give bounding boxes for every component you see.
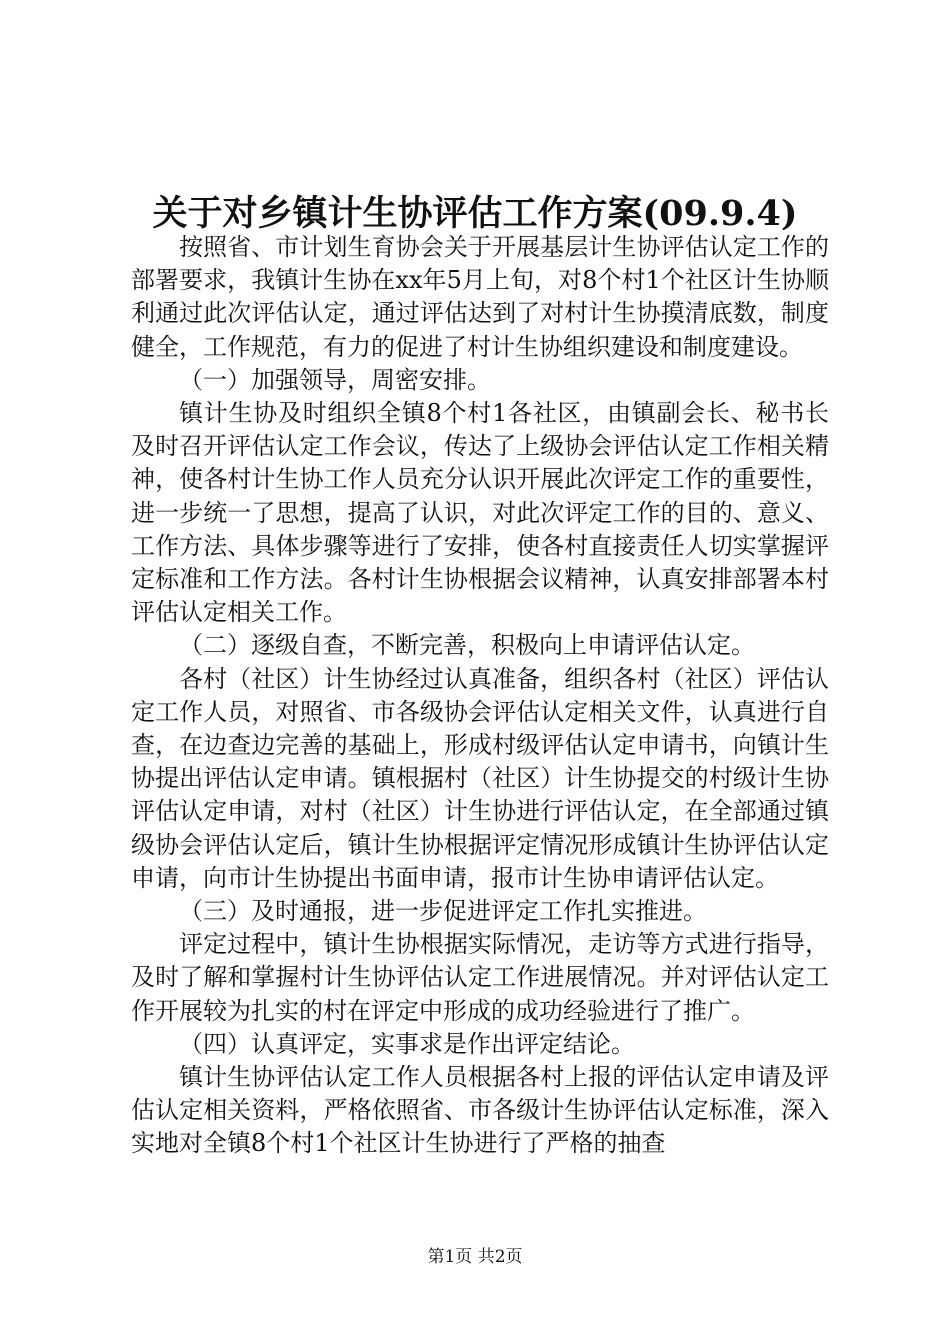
paragraph-section-2: 各村（社区）计生协经过认真准备，组织各村（社区）评估认定工作人员，对照省、市各级协会评估认定相关文件，认真进行自查，在边查边完善的基础上，形成村级评估认定申请书，向镇计生协提出评估认定申请。镇根据村（社区）计生协提交的村级计生协评估认定申请，对村（社区）计生协进行评估认定，在全部通过镇级协会评估认定后，镇计生协根据评定情况形成镇计生协评估认定申请，向市计生协提出书面申请，报市计生协申请评估认定。	[131, 664, 829, 892]
paragraph-intro: 按照省、市计划生育协会关于开展基层计生协评估认定工作的部署要求，我镇计生协在xx年5月上旬，对8个村1个社区计生协顺利通过此次评估认定，通过评估达到了对村计生协摸清底数，制度健全，工作规范，有力的促进了村计生协组织建设和制度建设。	[131, 233, 829, 361]
section-heading-3: （三）及时通报，进一步促进评定工作扎实推进。	[179, 897, 707, 926]
document-title: 关于对乡镇计生协评估工作方案(09.9.4)	[152, 193, 798, 234]
section-heading-4: （四）认真评定，实事求是作出评定结论。	[179, 1029, 635, 1058]
paragraph-section-4: 镇计生协评估认定工作人员根据各村上报的评估认定申请及评估认定相关资料，严格依照省、市各级计生协评估认定标准，深入实地对全镇8个村1个社区计生协进行了严格的抽查	[131, 1063, 829, 1158]
section-heading-2: （二）逐级自查，不断完善，积极向上申请评估认定。	[179, 631, 755, 660]
paragraph-section-3: 评定过程中，镇计生协根据实际情况，走访等方式进行指导，及时了解和掌握村计生协评估认定工作进展情况。并对评估认定工作开展较为扎实的村在评定中形成的成功经验进行了推广。	[131, 930, 829, 1025]
paragraph-section-1: 镇计生协及时组织全镇8个村1各社区，由镇副会长、秘书长及时召开评估认定工作会议，传达了上级协会评估认定工作相关精神，使各村计生协工作人员充分认识开展此次评定工作的重要性，进一步统一了思想，提高了认识，对此次评定工作的目的、意义、工作方法、具体步骤等进行了安排，使各村直接责任人切实掌握评定标准和工作方法。各村计生协根据会议精神，认真安排部署本村评估认定相关工作。	[131, 399, 829, 627]
page-footer: 第1页 共2页	[427, 1247, 523, 1267]
document-body	[131, 231, 829, 1161]
section-heading-1: （一）加强领导，周密安排。	[179, 365, 491, 394]
